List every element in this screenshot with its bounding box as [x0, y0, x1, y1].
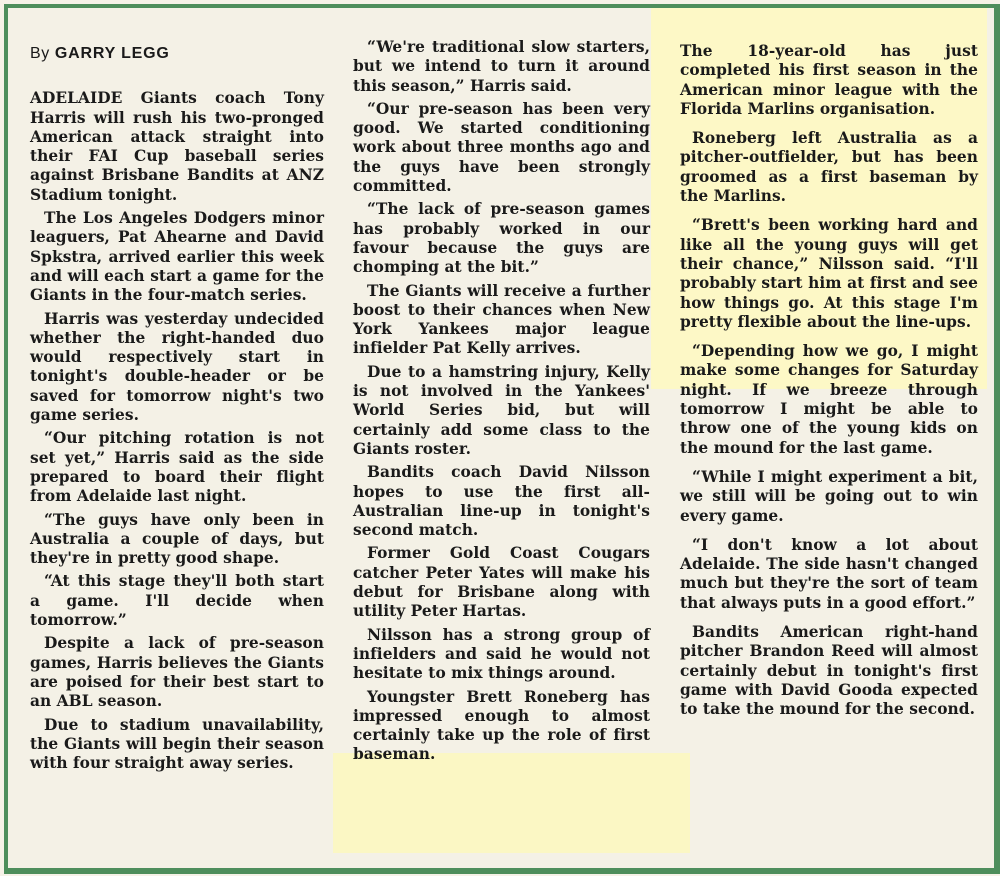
paragraph: Due to stadium unavailability, the Giants will begin their season with four straight away series. [30, 715, 324, 773]
column-3 [680, 42, 978, 730]
paragraph: “Brett's been working hard and like all the young guys will get their chance,” Nilsson said. “I'll probably start him at first and see how things go. At this stage I'm pretty flexible about the line-ups. [680, 216, 978, 331]
byline-author: GARRY LEGG [54, 45, 170, 62]
column-1 [30, 44, 324, 777]
paragraph: ADELAIDE Giants coach Tony Harris will rush his two-pronged American attack straight into their FAI Cup baseball series against Brisbane Bandits at ANZ Stadium tonight. [30, 89, 324, 204]
paragraph: Nilsson has a strong group of infielders and said he would not hesitate to mix things around. [353, 625, 650, 683]
paragraph: Bandits American right-hand pitcher Brandon Reed will almost certainly debut in tonight's first game with David Gooda expected to take the mound for the second. [680, 623, 978, 719]
paragraph: “While I might experiment a bit, we still will be going out to win every game. [680, 467, 978, 525]
paragraph: The 18-year-old has just completed his first season in the American minor league with the Florida Marlins organisation. [680, 42, 978, 118]
paragraph: “The guys have only been in Australia a couple of days, but they're in pretty good shape. [30, 510, 324, 568]
paragraph: Harris was yesterday undecided whether the right-handed duo would respectively start in tonight's double-header or be saved for tomorrow night's two game series. [30, 309, 324, 425]
paragraph: Roneberg left Australia as a pitcher-outfielder, but has been groomed as a first baseman by the Marlins. [680, 129, 978, 206]
paragraph: Despite a lack of pre-season games, Harris believes the Giants are poised for their best start to an ABL season. [30, 634, 324, 711]
paragraph: Youngster Brett Roneberg has impressed enough to almost certainly take up the role of first baseman. [353, 687, 650, 764]
byline [30, 44, 324, 63]
paragraph: “Our pre-season has been very good. We started conditioning work about three months ago and the guys have been strongly committed. [353, 99, 650, 196]
paragraph: “I don't know a lot about Adelaide. The side hasn't changed much but they're the sort of team that always puts in a good effort.” [680, 535, 978, 612]
paragraph: Former Gold Coast Cougars catcher Peter Yates will make his debut for Brisbane along with utility Peter Hartas. [353, 544, 650, 621]
paragraph: “Depending how we go, I might make some changes for Saturday night. If we breeze through tomorrow I might be able to throw one of the young kids on the mound for the last game. [680, 342, 978, 457]
column-2 [353, 38, 650, 769]
paragraph: “The lack of pre-season games has probably worked in our favour because the guys are chomping at the bit.” [353, 200, 650, 277]
paragraph: The Giants will receive a further boost to their chances when New York Yankees major league infielder Pat Kelly arrives. [353, 281, 650, 358]
paragraph: Bandits coach David Nilsson hopes to use the first all-Australian line-up in tonight's second match. [353, 463, 650, 540]
paragraph: Due to a hamstring injury, Kelly is not involved in the Yankees' World Series bid, but will certainly add some class to the Giants roster. [353, 362, 650, 458]
paragraph: “We're traditional slow starters, but we intend to turn it around this season,” Harris said. [353, 38, 650, 95]
byline-prefix: By [30, 45, 50, 62]
paragraph: The Los Angeles Dodgers minor leaguers, Pat Ahearne and David Spkstra, arrived earlier this week and will each start a game for the Giants in the four-match series. [30, 209, 324, 305]
paragraph: “Our pitching rotation is not set yet,” Harris said as the side prepared to board their flight from Adelaide last night. [30, 429, 324, 506]
paragraph: “At this stage they'll both start a game. I'll decide when tomorrow.” [30, 572, 324, 630]
